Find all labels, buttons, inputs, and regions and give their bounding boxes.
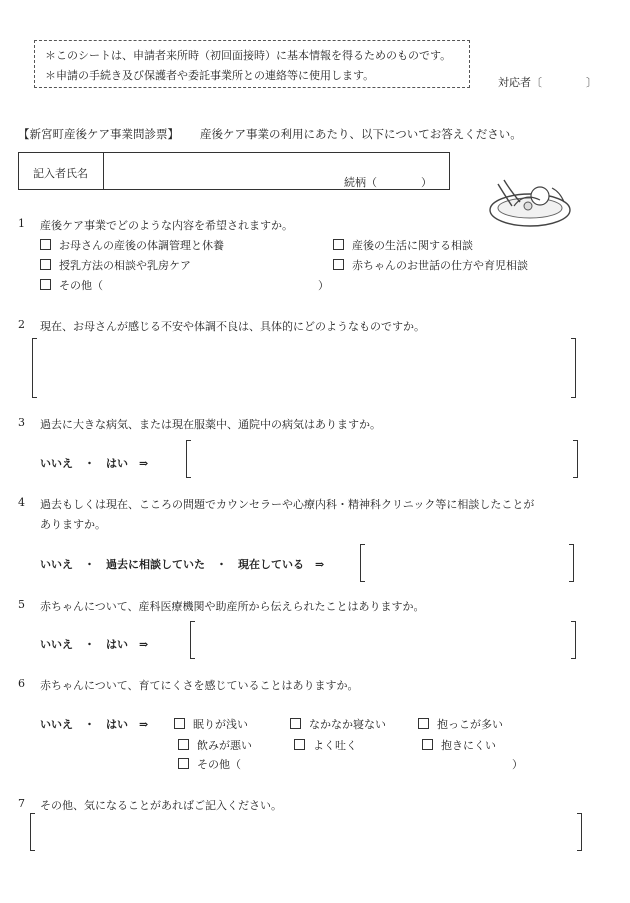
relation-field[interactable]: 続柄（ ） [344, 176, 432, 189]
q1-option-other[interactable]: その他（ [40, 277, 103, 293]
baby-bath-illustration [484, 166, 580, 232]
name-label: 記入者氏名 [33, 167, 88, 180]
q2-answer-field[interactable] [32, 338, 576, 398]
name-box [18, 152, 450, 190]
checkbox[interactable] [40, 279, 51, 290]
form-intro: 産後ケア事業の利用にあたり、以下についてお答えください。 [200, 127, 522, 141]
notice-line-1: ＊このシートは、申請者来所時（初回面接時）に基本情報を得るためのものです。 [45, 49, 452, 62]
form-title: 【新宮町産後ケア事業問診票】 [18, 127, 179, 141]
q6-text: 赤ちゃんについて、育てにくさを感じていることはありますか。 [40, 679, 359, 692]
q1-option-2[interactable]: 産後の生活に関する相談 [333, 237, 473, 253]
q6-option-2[interactable]: なかなか寝ない [290, 716, 386, 732]
q4-answer-choices[interactable]: いいえ ・ 過去に相談していた ・ 現在している ⇒ [40, 558, 325, 571]
q1-number: 1 [18, 217, 25, 230]
q6-option-3[interactable]: 抱っこが多い [418, 716, 503, 732]
q1-other-close: ） [318, 279, 329, 292]
q6-option-other[interactable]: その他（ [178, 756, 241, 772]
q2-text: 現在、お母さんが感じる不安や体調不良は、具体的にどのようなものですか。 [40, 320, 425, 333]
responder-field[interactable]: 対応者〔 〕 [498, 76, 597, 89]
notice-line-2: ＊申請の手続き及び保護者や委託事業所との連絡等に使用します。 [45, 69, 375, 82]
checkbox[interactable] [40, 259, 51, 270]
q1-text: 産後ケア事業でどのような内容を希望されますか。 [40, 219, 293, 232]
q1-option-1[interactable]: お母さんの産後の体調管理と休養 [40, 237, 224, 253]
q7-number: 7 [18, 797, 25, 810]
q6-option-5[interactable]: よく吐く [294, 737, 357, 753]
q4-number: 4 [18, 496, 25, 509]
q5-answer-field[interactable] [190, 621, 576, 659]
q6-answer-choices[interactable]: いいえ ・ はい ⇒ [40, 718, 149, 731]
q6-number: 6 [18, 677, 25, 690]
checkbox[interactable] [174, 718, 185, 729]
q1-option-3[interactable]: 授乳方法の相談や乳房ケア [40, 257, 191, 273]
q7-text: その他、気になることがあればご記入ください。 [40, 799, 282, 812]
q5-answer-choices[interactable]: いいえ ・ はい ⇒ [40, 638, 149, 651]
q1-option-4[interactable]: 赤ちゃんのお世話の仕方や育児相談 [333, 257, 528, 273]
q5-number: 5 [18, 598, 25, 611]
checkbox[interactable] [178, 739, 189, 750]
checkbox[interactable] [294, 739, 305, 750]
checkbox[interactable] [178, 758, 189, 769]
q4-text-2: ありますか。 [40, 518, 106, 531]
checkbox[interactable] [418, 718, 429, 729]
q3-answer-choices[interactable]: いいえ ・ はい ⇒ [40, 457, 149, 470]
q4-answer-field[interactable] [360, 544, 574, 582]
q6-other-close: ） [512, 758, 523, 771]
notice-box [34, 40, 470, 88]
q4-text-1: 過去もしくは現在、こころの問題でカウンセラーや心療内科・精神科クリニック等に相談したことが [40, 498, 535, 511]
q3-answer-field[interactable] [186, 440, 578, 478]
q7-answer-field[interactable] [30, 813, 582, 851]
checkbox[interactable] [333, 239, 344, 250]
q6-option-1[interactable]: 眠りが浅い [174, 716, 248, 732]
q6-option-4[interactable]: 飲みが悪い [178, 737, 252, 753]
q3-number: 3 [18, 416, 25, 429]
q6-option-6[interactable]: 抱きにくい [422, 737, 496, 753]
q5-text: 赤ちゃんについて、産科医療機関や助産所から伝えられたことはありますか。 [40, 600, 425, 613]
checkbox[interactable] [333, 259, 344, 270]
q2-number: 2 [18, 318, 25, 331]
checkbox[interactable] [422, 739, 433, 750]
checkbox[interactable] [290, 718, 301, 729]
checkbox[interactable] [40, 239, 51, 250]
q3-text: 過去に大きな病気、または現在服薬中、通院中の病気はありますか。 [40, 418, 381, 431]
